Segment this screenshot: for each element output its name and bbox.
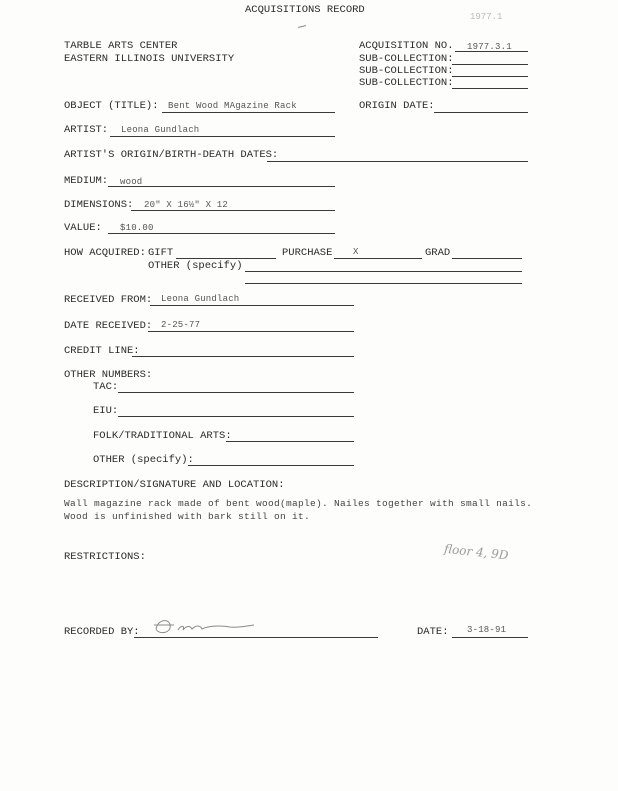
purchase-line [334,258,422,259]
how-acquired-label: HOW ACQUIRED: [64,247,146,259]
date-received-line [148,331,354,332]
folk-arts-line [226,441,354,442]
received-from-line [150,305,354,306]
artist-value: Leona Gundlach [121,125,200,135]
purchase-label: PURCHASE [282,247,333,259]
date-received-label: DATE RECEIVED: [64,320,153,332]
object-title-line [162,112,335,113]
sub-collection-line-2 [452,76,528,77]
other-numbers-other-line [188,465,354,466]
gift-line [176,258,276,259]
tac-label: TAC: [93,381,119,393]
description-label: DESCRIPTION/SIGNATURE AND LOCATION: [64,479,285,491]
purchase-mark: X [353,247,359,257]
handwritten-location-note: floor 4, 9D [443,541,510,563]
dimensions-label: DIMENSIONS: [64,199,134,211]
received-from-label: RECEIVED FROM: [64,294,153,306]
origin-date-label: ORIGIN DATE: [359,100,435,112]
origin-date-line [434,112,528,113]
date-received-value: 2-25-77 [161,320,201,330]
tac-line [118,392,354,393]
gift-label: GIFT [148,247,174,259]
sub-collection-label-2: SUB-COLLECTION: [359,65,454,77]
sub-collection-label-3: SUB-COLLECTION: [359,77,454,89]
institution-name: TARBLE ARTS CENTER [64,40,178,52]
sub-collection-label-1: SUB-COLLECTION: [359,53,454,65]
description-line-1: Wall magazine rack made of bent wood(maple). Nailes together with small nails. [64,498,533,509]
eiu-line [118,416,354,417]
artist-origin-label: ARTIST'S ORIGIN/BIRTH-DEATH DATES: [64,149,279,161]
credit-line-label: CREDIT LINE: [64,345,140,357]
medium-label: MEDIUM: [64,175,109,187]
recorder-signature [150,616,262,638]
recorded-date-label: DATE: [417,626,449,638]
object-title-value: Bent Wood MAgazine Rack [168,101,297,111]
how-acquired-other-label: OTHER (specify) [148,260,243,272]
folk-arts-label: FOLK/TRADITIONAL ARTS: [93,430,232,442]
acquisition-number-label: ACQUISITION NO. [359,40,454,52]
object-title-label: OBJECT (TITLE): [64,100,159,112]
faint-corner-note: 1977.1 [470,12,503,22]
recorded-date-line [452,637,528,638]
university-name: EASTERN ILLINOIS UNIVERSITY [64,53,235,65]
artist-line [110,136,335,137]
value-value: $10.00 [120,223,154,233]
eiu-label: EIU: [93,405,119,417]
how-acquired-other-line-1 [245,271,522,272]
sub-collection-line-1 [452,64,528,65]
form-title: ACQUISITIONS RECORD [245,4,365,16]
artist-label: ARTIST: [64,124,109,136]
dimensions-value: 20" X 16½" X 12 [144,200,229,210]
recorded-by-label: RECORDED BY: [64,626,140,638]
other-numbers-label: OTHER NUMBERS: [64,369,153,381]
medium-value: wood [120,177,143,187]
sub-collection-line-3 [452,88,528,89]
acquisition-number-value: 1977.3.1 [467,42,512,52]
grad-line [452,258,522,259]
artist-origin-line [267,161,528,162]
value-label: VALUE: [64,222,102,234]
recorded-date-value: 3-18-91 [467,625,507,635]
restrictions-label: RESTRICTIONS: [64,551,146,563]
stray-mark [298,25,306,28]
description-line-2: Wood is unfinished with bark still on it. [64,511,311,522]
other-numbers-other-label: OTHER (specify): [93,454,194,466]
grad-label: GRAD [425,247,451,259]
how-acquired-other-line-2 [245,283,522,284]
received-from-value: Leona Gundlach [161,294,240,304]
credit-line-line [132,356,354,357]
